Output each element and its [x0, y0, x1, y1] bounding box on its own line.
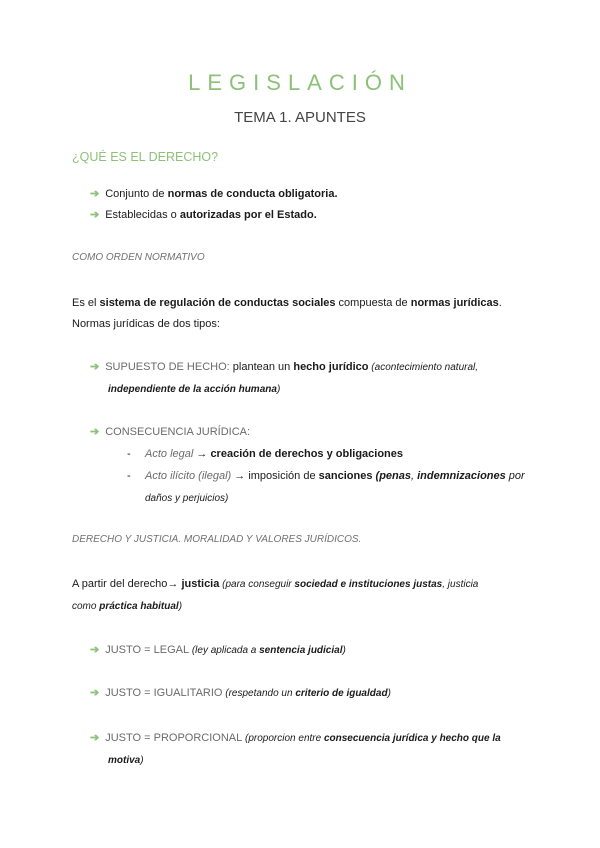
document-title: LEGISLACIÓN	[188, 70, 412, 95]
list-item: ➔ Establecidas o autorizadas por el Estado.	[90, 209, 317, 221]
list-item-continuation: independiente de la acción humana)	[108, 384, 281, 395]
paragraph: como práctica habitual)	[72, 601, 183, 612]
list-item: ➔ JUSTO = LEGAL (ley aplicada a sentencia judicial)	[90, 644, 346, 656]
subsection-heading: COMO ORDEN NORMATIVO	[72, 252, 205, 263]
arrow-right-icon: ➔	[90, 426, 100, 438]
arrow-right-icon: ➔	[90, 687, 100, 699]
arrow-right-icon: ➔	[90, 732, 100, 744]
arrow-right-icon: ➔	[90, 361, 100, 373]
paragraph: Normas jurídicas de dos tipos:	[72, 318, 220, 330]
arrow-right-icon: ➔	[90, 188, 100, 200]
list-item: ➔ CONSECUENCIA JURÍDICA:	[90, 426, 251, 438]
list-item-continuation: motiva)	[108, 755, 144, 766]
section-heading: ¿QUÉ ES EL DERECHO?	[72, 150, 219, 164]
list-item: ➔ SUPUESTO DE HECHO: plantean un hecho jurídico (acontecimiento natural,	[90, 361, 479, 373]
arrow-right-icon: ➔	[90, 209, 100, 221]
list-item: ➔ JUSTO = PROPORCIONAL (proporcion entre consecuencia jurídica y hecho que la	[90, 732, 501, 744]
document-subtitle: TEMA 1. APUNTES	[234, 109, 366, 126]
paragraph: Es el sistema de regulación de conductas sociales compuesta de normas jurídicas.	[72, 297, 502, 309]
subsection-heading: DERECHO Y JUSTICIA. MORALIDAD Y VALORES JURÍDICOS.	[72, 534, 362, 545]
sub-list-item: - Acto legal → creación de derechos y obligaciones	[127, 448, 404, 460]
dash-icon: -	[127, 448, 131, 460]
list-item: ➔ JUSTO = IGUALITARIO (respetando un criterio de igualdad)	[90, 687, 391, 699]
paragraph: A partir del derecho→ justicia (para conseguir sociedad e instituciones justas, justicia	[72, 578, 479, 590]
dash-icon: -	[127, 470, 131, 482]
list-item: ➔ Conjunto de normas de conducta obligatoria.	[90, 188, 338, 200]
sub-list-item-continuation: daños y perjuicios)	[145, 493, 229, 504]
arrow-right-icon: ➔	[90, 644, 100, 656]
sub-list-item: - Acto ilícito (ilegal) → imposición de sanciones (penas, indemnizaciones por	[127, 470, 525, 482]
